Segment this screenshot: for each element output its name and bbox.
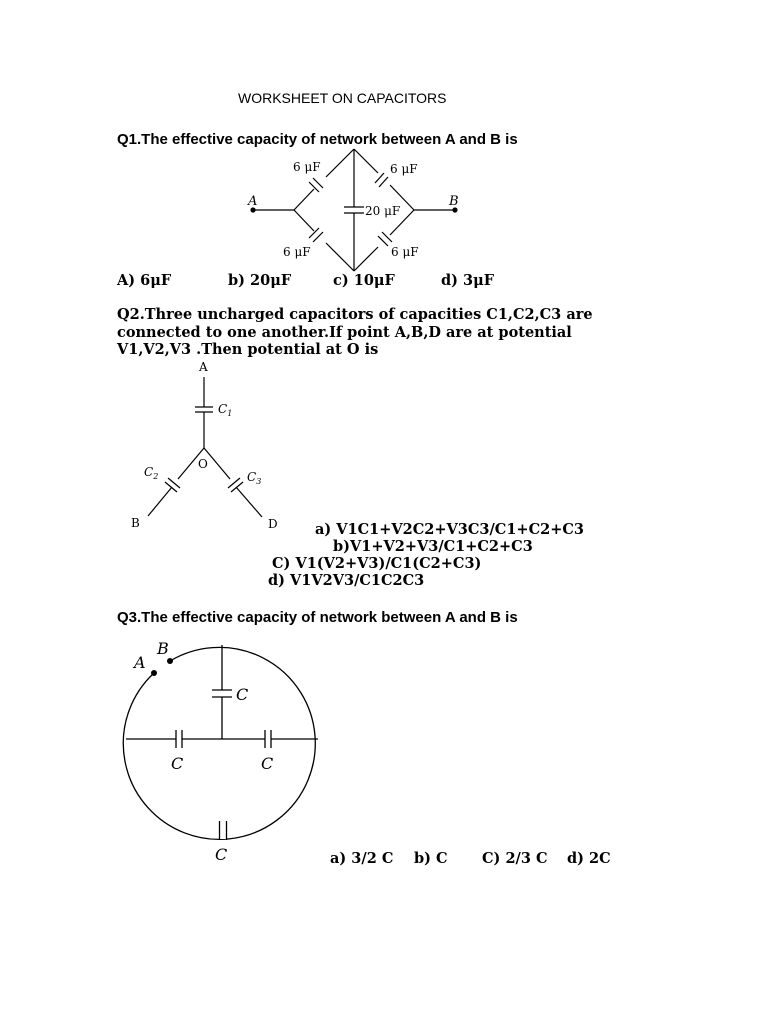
q1-node-a-label: A [248,194,258,209]
q2-c1-label: $C_1$ [218,402,233,418]
q2-node-d-label: D [268,517,278,531]
q2-option-b[interactable]: b)V1+V2+V3/C1+C2+C3 [333,538,533,555]
q3-node-a-label: A [134,653,146,672]
q3-option-d[interactable]: d) 2C [567,850,611,867]
q2-question-line-3: V1,V2,V3 .Then potential at O is [117,341,379,358]
q2-question-line-1: Q2.Three uncharged capacitors of capacities C1,C2,C3 are [117,306,593,323]
q2-node-b-label: B [131,516,140,530]
q2-c2-label: $C_2$ [144,465,159,481]
q2-node-o-label: O [198,457,208,471]
q3-node-b-label: B [157,639,169,658]
q1-cap-top-right-label: 6 μF [390,162,418,176]
q3-node-a-dot [151,670,157,676]
q1-question: Q1.The effective capacity of network between A and B is [117,131,518,148]
q2-question-line-2: connected to one another.If point A,B,D are at potential [117,323,572,341]
worksheet-title: WORKSHEET ON CAPACITORS [238,90,447,106]
q3-node-b-dot [167,658,173,664]
q1-cap-middle-label: 20 μF [365,204,401,218]
q3-option-a[interactable]: a) 3/2 C [330,850,394,867]
q2-option-c[interactable]: C) V1(V2+V3)/C1(C2+C3) [272,555,482,572]
q3-question: Q3.The effective capacity of network between A and B is [117,609,518,626]
q2-c3-label: $C_3$ [247,470,262,486]
q3-cap-bottom-label: C [215,845,228,864]
q1-cap-bottom-right-label: 6 μF [391,245,419,259]
q1-cap-bottom-left-label: 6 μF [283,245,311,259]
q3-cap-vertical-label: C [236,685,249,704]
q3-option-b[interactable]: b) C [414,850,448,867]
q1-cap-top-left-label: 6 μF [293,160,321,174]
q2-node-a-label: A [199,360,208,374]
q1-option-b[interactable]: b) 20μF [228,272,292,289]
q3-cap-right-label: C [261,754,274,773]
q3-option-c[interactable]: C) 2/3 C [482,850,548,867]
q3-cap-left-label: C [171,754,184,773]
q2-option-d[interactable]: d) V1V2V3/C1C2C3 [268,572,425,589]
q2-option-a[interactable]: a) V1C1+V2C2+V3C3/C1+C2+C3 [315,521,584,538]
q1-option-c[interactable]: c) 10μF [333,272,395,289]
q1-option-a[interactable]: A) 6μF [117,272,172,289]
q1-option-d[interactable]: d) 3μF [441,272,495,289]
q1-node-b-label: B [449,194,459,209]
